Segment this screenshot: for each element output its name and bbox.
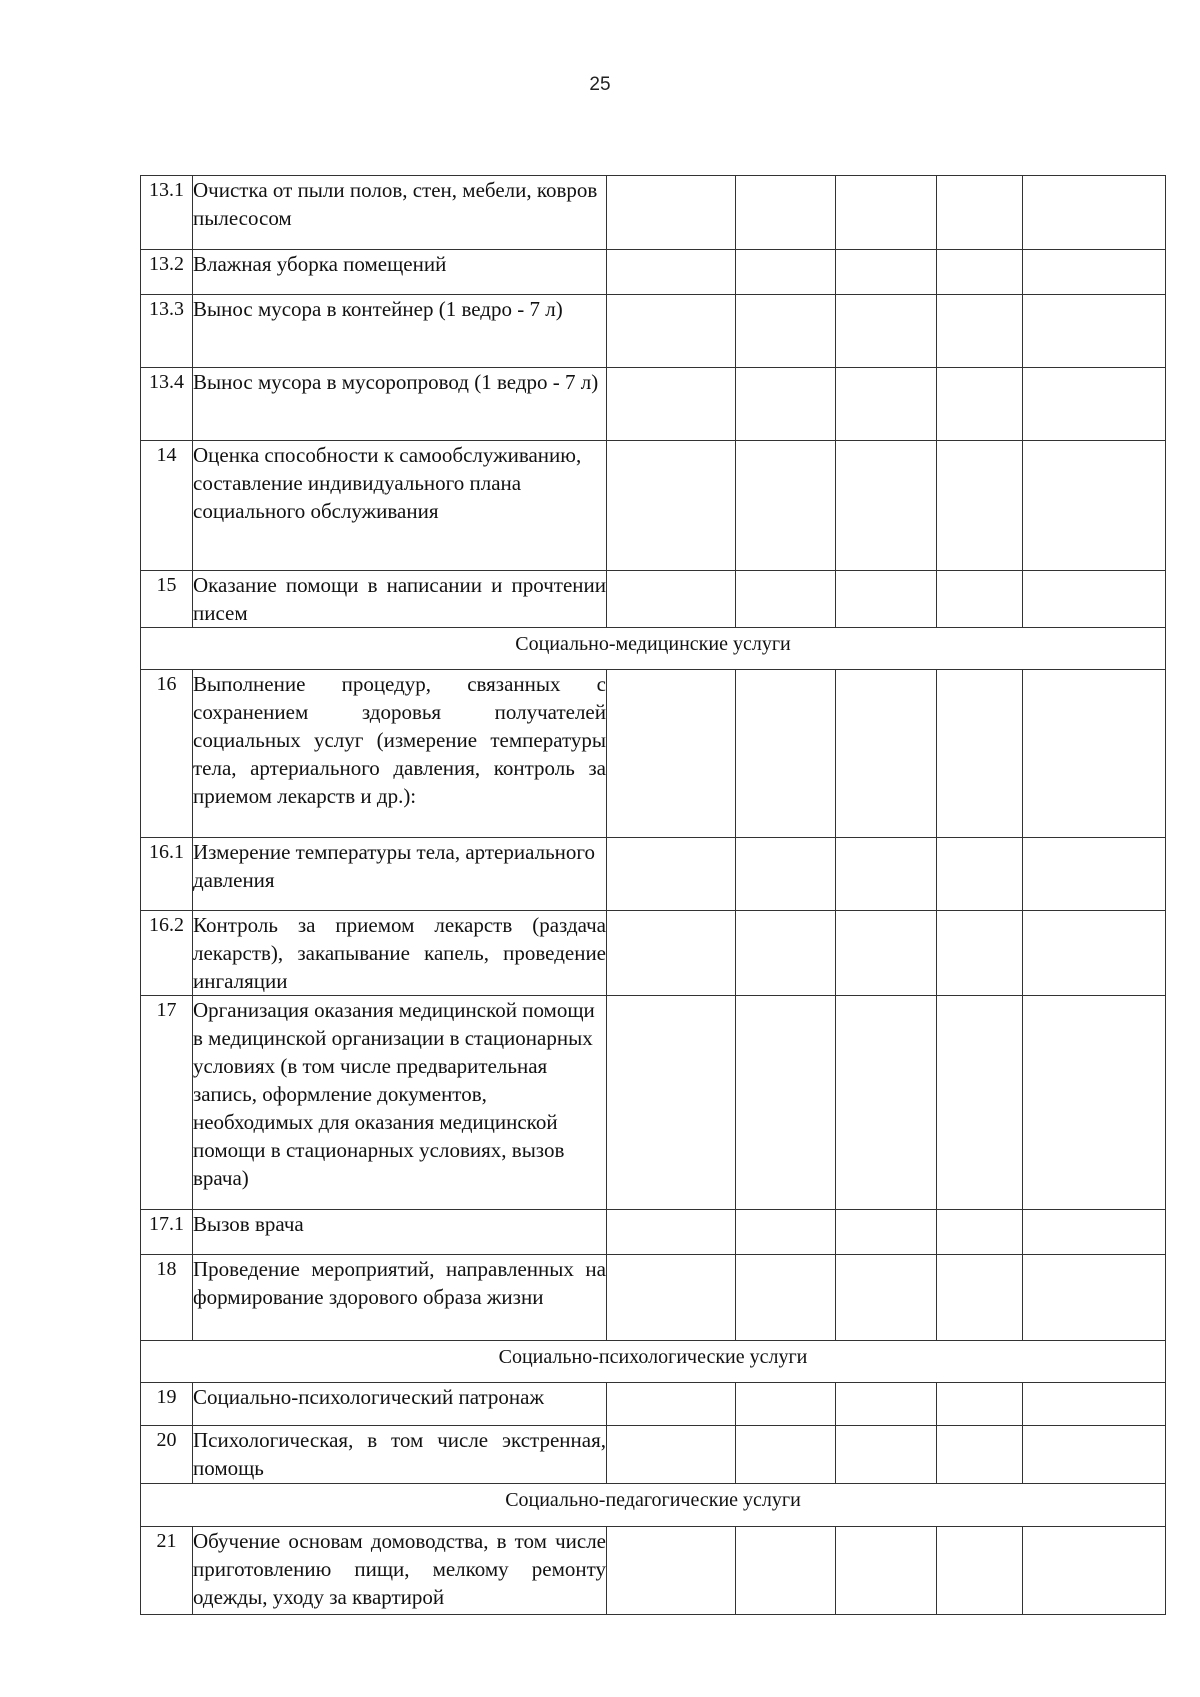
section-header <box>141 1484 1166 1527</box>
row-number: 13.2 <box>141 250 193 295</box>
empty-cell <box>836 1255 937 1341</box>
section-title: Социально-медицинские услуги <box>141 628 1166 670</box>
empty-cell <box>607 670 736 838</box>
row-number: 13.3 <box>141 295 193 368</box>
empty-cell <box>1023 838 1166 911</box>
section-title: Социально-психологические услуги <box>141 1341 1166 1383</box>
service-description: Организация оказания медицинской помощи в медицинской организации в стационарных условиях (в том числе предварительная запись, оформление документов, необходимых для оказания медицинской помощи в стационарных условиях, вызов врача) <box>193 996 607 1210</box>
service-description: Оценка способности к самообслуживанию, составление индивидуального плана социального обслуживания <box>193 441 607 571</box>
row-number: 20 <box>141 1426 193 1484</box>
empty-cell <box>736 838 836 911</box>
empty-cell <box>1023 571 1166 628</box>
empty-cell <box>607 250 736 295</box>
row-number: 18 <box>141 1255 193 1341</box>
empty-cell <box>1023 1383 1166 1426</box>
empty-cell <box>836 1210 937 1255</box>
table-row <box>141 176 1166 250</box>
row-number: 16.1 <box>141 838 193 911</box>
table-row <box>141 571 1166 628</box>
empty-cell <box>736 996 836 1210</box>
empty-cell <box>607 368 736 441</box>
section-header <box>141 1341 1166 1383</box>
table-row <box>141 911 1166 996</box>
table-row <box>141 1255 1166 1341</box>
empty-cell <box>736 1383 836 1426</box>
empty-cell <box>736 1255 836 1341</box>
empty-cell <box>937 176 1023 250</box>
empty-cell <box>836 996 937 1210</box>
section-header <box>141 628 1166 670</box>
service-description: Влажная уборка помещений <box>193 250 607 295</box>
empty-cell <box>1023 1255 1166 1341</box>
empty-cell <box>937 1426 1023 1484</box>
row-number: 16 <box>141 670 193 838</box>
empty-cell <box>937 250 1023 295</box>
empty-cell <box>836 176 937 250</box>
empty-cell <box>1023 911 1166 996</box>
services-table <box>140 175 1166 1615</box>
table-row <box>141 295 1166 368</box>
table-row <box>141 838 1166 911</box>
table-row <box>141 368 1166 441</box>
empty-cell <box>937 1210 1023 1255</box>
row-number: 19 <box>141 1383 193 1426</box>
empty-cell <box>937 441 1023 571</box>
empty-cell <box>836 368 937 441</box>
empty-cell <box>836 250 937 295</box>
empty-cell <box>1023 176 1166 250</box>
empty-cell <box>1023 250 1166 295</box>
row-number: 14 <box>141 441 193 571</box>
empty-cell <box>607 1255 736 1341</box>
empty-cell <box>1023 368 1166 441</box>
empty-cell <box>1023 295 1166 368</box>
empty-cell <box>937 571 1023 628</box>
service-description: Оказание помощи в написании и прочтении писем <box>193 571 607 628</box>
empty-cell <box>937 1255 1023 1341</box>
empty-cell <box>1023 996 1166 1210</box>
empty-cell <box>836 1383 937 1426</box>
empty-cell <box>836 838 937 911</box>
empty-cell <box>1023 1426 1166 1484</box>
table-row <box>141 1383 1166 1426</box>
empty-cell <box>836 1426 937 1484</box>
empty-cell <box>736 368 836 441</box>
service-description: Очистка от пыли полов, стен, мебели, ковров пылесосом <box>193 176 607 250</box>
empty-cell <box>736 250 836 295</box>
empty-cell <box>836 441 937 571</box>
table-row <box>141 996 1166 1210</box>
table-row <box>141 441 1166 571</box>
empty-cell <box>836 670 937 838</box>
empty-cell <box>937 838 1023 911</box>
table-row <box>141 1210 1166 1255</box>
service-description: Контроль за приемом лекарств (раздача лекарств), закапывание капель, проведение ингаляции <box>193 911 607 996</box>
row-number: 17 <box>141 996 193 1210</box>
empty-cell <box>607 1383 736 1426</box>
empty-cell <box>736 1527 836 1615</box>
table-row <box>141 1527 1166 1615</box>
row-number: 21 <box>141 1527 193 1615</box>
empty-cell <box>607 295 736 368</box>
empty-cell <box>607 996 736 1210</box>
row-number: 16.2 <box>141 911 193 996</box>
empty-cell <box>937 368 1023 441</box>
row-number: 13.4 <box>141 368 193 441</box>
table-row <box>141 250 1166 295</box>
empty-cell <box>736 176 836 250</box>
empty-cell <box>607 911 736 996</box>
service-description: Обучение основам домоводства, в том числе приготовлению пищи, мелкому ремонту одежды, уходу за квартирой <box>193 1527 607 1615</box>
service-description: Проведение мероприятий, направленных на формирование здорового образа жизни <box>193 1255 607 1341</box>
empty-cell <box>736 295 836 368</box>
section-title: Социально-педагогические услуги <box>141 1484 1166 1527</box>
service-description: Измерение температуры тела, артериального давления <box>193 838 607 911</box>
empty-cell <box>736 670 836 838</box>
row-number: 15 <box>141 571 193 628</box>
empty-cell <box>937 996 1023 1210</box>
service-description: Вынос мусора в мусоропровод (1 ведро - 7 л) <box>193 368 607 441</box>
empty-cell <box>937 1527 1023 1615</box>
empty-cell <box>1023 1527 1166 1615</box>
empty-cell <box>736 571 836 628</box>
empty-cell <box>736 1210 836 1255</box>
page-number: 25 <box>589 74 611 95</box>
empty-cell <box>836 1527 937 1615</box>
empty-cell <box>607 571 736 628</box>
row-number: 13.1 <box>141 176 193 250</box>
empty-cell <box>607 1210 736 1255</box>
empty-cell <box>1023 441 1166 571</box>
service-description: Выполнение процедур, связанных с сохранением здоровья получателей социальных услуг (измерение температуры тела, артериального давления, контроль за приемом лекарств и др.): <box>193 670 607 838</box>
empty-cell <box>937 670 1023 838</box>
service-description: Психологическая, в том числе экстренная, помощь <box>193 1426 607 1484</box>
empty-cell <box>736 441 836 571</box>
empty-cell <box>937 295 1023 368</box>
empty-cell <box>607 176 736 250</box>
empty-cell <box>836 911 937 996</box>
empty-cell <box>607 838 736 911</box>
empty-cell <box>607 1527 736 1615</box>
service-description: Вызов врача <box>193 1210 607 1255</box>
empty-cell <box>1023 670 1166 838</box>
table-row <box>141 1426 1166 1484</box>
service-description: Вынос мусора в контейнер (1 ведро - 7 л) <box>193 295 607 368</box>
table-row <box>141 670 1166 838</box>
empty-cell <box>937 911 1023 996</box>
service-description: Социально-психологический патронаж <box>193 1383 607 1426</box>
empty-cell <box>736 1426 836 1484</box>
empty-cell <box>836 571 937 628</box>
empty-cell <box>736 911 836 996</box>
empty-cell <box>1023 1210 1166 1255</box>
empty-cell <box>607 1426 736 1484</box>
empty-cell <box>836 295 937 368</box>
empty-cell <box>607 441 736 571</box>
row-number: 17.1 <box>141 1210 193 1255</box>
empty-cell <box>937 1383 1023 1426</box>
